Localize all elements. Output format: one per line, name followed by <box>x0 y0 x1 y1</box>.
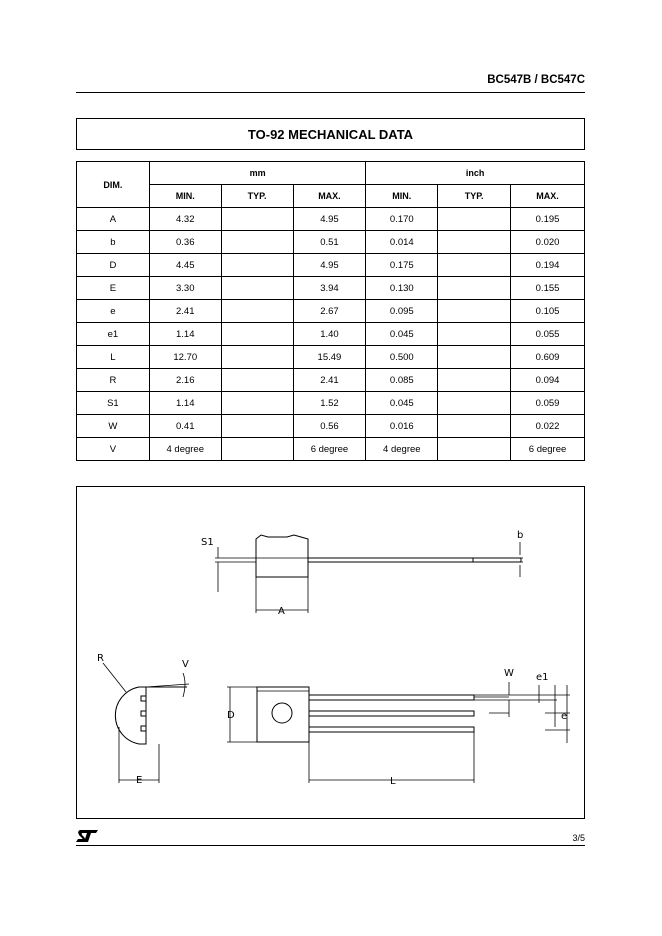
label-e1: e1 <box>536 672 549 683</box>
value-cell <box>221 254 293 277</box>
value-cell: 4.95 <box>293 208 366 231</box>
label-w: W <box>504 668 514 679</box>
label-s1: S1 <box>201 537 214 548</box>
label-d: D <box>227 710 235 721</box>
value-cell: 4.32 <box>149 208 221 231</box>
column-header: MIN. <box>366 185 438 208</box>
table-row <box>77 323 585 346</box>
label-e-pitch: e <box>561 711 568 722</box>
table-row <box>77 346 585 369</box>
value-cell <box>221 323 293 346</box>
column-header: MAX. <box>293 185 366 208</box>
dim-cell: e <box>77 300 150 323</box>
dim-cell: e1 <box>77 323 150 346</box>
top-view <box>201 530 523 617</box>
value-cell: 0.195 <box>511 208 585 231</box>
table-row <box>77 208 585 231</box>
value-cell: 15.49 <box>293 346 366 369</box>
value-cell <box>221 208 293 231</box>
value-cell: 0.56 <box>293 415 366 438</box>
value-cell: 4.95 <box>293 254 366 277</box>
value-cell: 0.609 <box>511 346 585 369</box>
value-cell: 2.41 <box>293 369 366 392</box>
front-view <box>227 668 570 787</box>
label-r: R <box>97 653 104 664</box>
dim-cell: W <box>77 415 150 438</box>
value-cell <box>221 392 293 415</box>
value-cell: 2.67 <box>293 300 366 323</box>
value-cell: 2.41 <box>149 300 221 323</box>
value-cell <box>438 277 511 300</box>
value-cell: 0.094 <box>511 369 585 392</box>
value-cell: 1.52 <box>293 392 366 415</box>
value-cell <box>221 415 293 438</box>
value-cell: 0.170 <box>366 208 438 231</box>
value-cell: 0.085 <box>366 369 438 392</box>
column-header: TYP. <box>438 185 511 208</box>
value-cell: 6 degree <box>511 438 585 461</box>
table-row <box>77 392 585 415</box>
value-cell <box>221 277 293 300</box>
value-cell: 0.175 <box>366 254 438 277</box>
dim-header: DIM. <box>77 162 150 208</box>
value-cell: 0.016 <box>366 415 438 438</box>
value-cell <box>438 254 511 277</box>
footer-divider <box>76 845 585 846</box>
document-title: BC547B / BC547C <box>487 74 585 86</box>
value-cell: 2.16 <box>149 369 221 392</box>
table-row <box>77 369 585 392</box>
value-cell <box>221 300 293 323</box>
value-cell <box>438 346 511 369</box>
value-cell: 4 degree <box>366 438 438 461</box>
value-cell <box>438 392 511 415</box>
value-cell <box>221 231 293 254</box>
value-cell: 0.045 <box>366 392 438 415</box>
dim-cell: b <box>77 231 150 254</box>
value-cell <box>438 300 511 323</box>
dim-cell: S1 <box>77 392 150 415</box>
section-title: TO-92 MECHANICAL DATA <box>76 118 585 150</box>
mechanical-data-table <box>76 161 585 461</box>
label-b: b <box>517 530 524 541</box>
value-cell <box>221 346 293 369</box>
value-cell: 0.022 <box>511 415 585 438</box>
value-cell: 1.14 <box>149 392 221 415</box>
dim-cell: R <box>77 369 150 392</box>
value-cell: 0.194 <box>511 254 585 277</box>
value-cell: 4.45 <box>149 254 221 277</box>
value-cell: 0.36 <box>149 231 221 254</box>
table-row <box>77 231 585 254</box>
dim-cell: L <box>77 346 150 369</box>
value-cell: 0.045 <box>366 323 438 346</box>
side-view <box>97 653 189 786</box>
value-cell: 0.51 <box>293 231 366 254</box>
inch-header: inch <box>366 162 585 185</box>
value-cell: 12.70 <box>149 346 221 369</box>
label-l: L <box>390 776 396 787</box>
value-cell: 0.155 <box>511 277 585 300</box>
label-e-width: E <box>136 775 143 786</box>
table-row <box>77 300 585 323</box>
value-cell <box>438 208 511 231</box>
value-cell: 3.94 <box>293 277 366 300</box>
table-row <box>77 277 585 300</box>
value-cell: 6 degree <box>293 438 366 461</box>
value-cell <box>438 438 511 461</box>
package-drawing <box>76 486 585 819</box>
header-divider <box>76 92 585 93</box>
value-cell: 0.130 <box>366 277 438 300</box>
value-cell: 0.055 <box>511 323 585 346</box>
page-number: 3/5 <box>572 833 585 843</box>
value-cell <box>221 369 293 392</box>
table-row <box>77 415 585 438</box>
column-header: MAX. <box>511 185 585 208</box>
value-cell <box>221 438 293 461</box>
dim-cell: V <box>77 438 150 461</box>
value-cell <box>438 415 511 438</box>
label-v: V <box>182 659 189 670</box>
value-cell <box>438 369 511 392</box>
value-cell: 3.30 <box>149 277 221 300</box>
value-cell: 0.41 <box>149 415 221 438</box>
value-cell: 0.105 <box>511 300 585 323</box>
dim-cell: E <box>77 277 150 300</box>
mm-header: mm <box>149 162 366 185</box>
dim-cell: D <box>77 254 150 277</box>
value-cell: 1.40 <box>293 323 366 346</box>
table-row <box>77 438 585 461</box>
column-header: MIN. <box>149 185 221 208</box>
column-header: TYP. <box>221 185 293 208</box>
value-cell: 4 degree <box>149 438 221 461</box>
value-cell: 1.14 <box>149 323 221 346</box>
value-cell: 0.095 <box>366 300 438 323</box>
label-a: A <box>278 606 285 617</box>
value-cell: 0.020 <box>511 231 585 254</box>
value-cell: 0.014 <box>366 231 438 254</box>
table-row <box>77 254 585 277</box>
value-cell: 0.059 <box>511 392 585 415</box>
value-cell: 0.500 <box>366 346 438 369</box>
dim-cell: A <box>77 208 150 231</box>
value-cell <box>438 323 511 346</box>
value-cell <box>438 231 511 254</box>
